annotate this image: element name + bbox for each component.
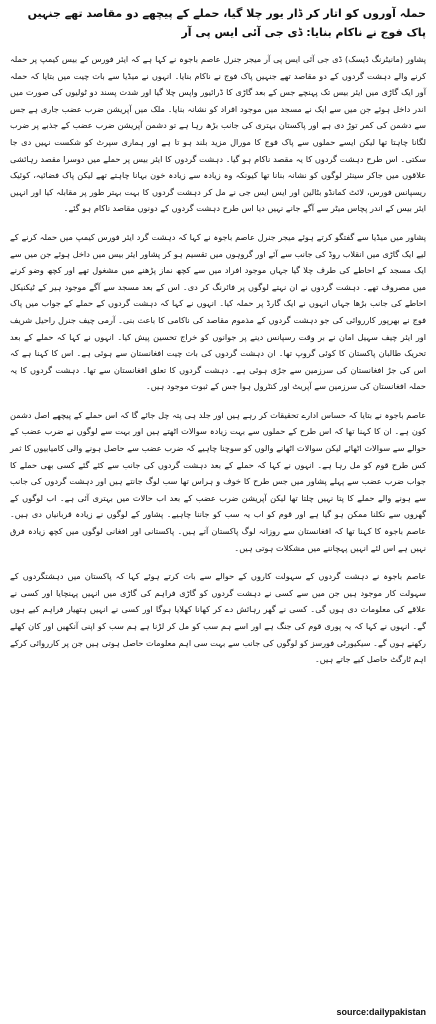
article-paragraph-1: پشاور (مانیٹرنگ ڈیسک) ڈی جی آئی ایس پی آر میجر جنرل عاصم باجوہ نے کہا ہے کہ ایئر فورس کے بیس کیمپ پر حملہ کرنے والے دہشت گردوں کے دو مقاصد تھے جنہیں پاک فوج نے ناکام بنایا۔ انہوں نے میڈیا سے بات چیت میں بتایا کہ حملہ آور ایک گاڑی میں ایئر بیس تک پہنچے جس کے بعد گاڑی کا ڈرائیور واپس چلا گیا اور شدت پسند دو ٹولیوں کی صورت میں اندر داخل ہوئے جن میں سے ایک نے مسجد میں موجود افراد کو نشانہ بنایا۔ ملک میں آپریشن ضرب عضب جاری ہے جس سے دشمن کی کمر توڑ دی ہے اور پاکستان بہتری کی جانب بڑھ رہا ہے تو دشمن آپریشن ضرب عضب کے جذبے پر ضرب لگانا چاہتا تھا لیکن ایسے حملوں سے پاک فوج کا مورال مزید بلند ہو تا ہے اور ہماری سپرٹ کو شکست نہیں دی جا سکتی۔ اس طرح دہشت گردوں کا یہ مقصد ناکام ہو گیا۔ دہشت گردوں کا ایئر بیس پر حملے میں دوسرا مقصد رہائشی علاقوں میں جاکر سینئر لوگوں کو نشانہ بنانا تھا کیونکہ وہ زیادہ سے زیادہ خون بہانا چاہتے تھے لیکن پاک فضائیہ، کوئیک ریسپانس فورس، لائٹ کمانڈو بٹالین اور ایس ایس جی نے مل کر دہشت گردوں کا بہت بہتر طور پر مقابلہ کیا اور انہیں ایئر بیس کے اندر پچاس میٹر سے آگے جانے نہیں دیا اس طرح دہشت گردوں کے دونوں مقاصد ناکام ہو گئے۔: [10, 54, 426, 214]
article-paragraph-4: عاصم باجوہ نے دہشت گردوں کے سہولت کاروں کے حوالے سے بات کرتے ہوئے کہا کہ پاکستان میں دہشتگردوں کے سہولت کار موجود ہیں جن میں سے کسی نے دہشت گردوں کو گاڑی فراہم کی گاڑی میں انہیں پہنچایا اور کسی نے علاقے کی معلومات دی ہوں گی۔ کسی نے گھر رہائش دے کر کھانا کھلایا ہوگا اور کسی نے انہیں ہتھیار فراہم کیے ہوں گے۔ انہوں نے کہا کہ یہ پوری قوم کی جنگ ہے اور اسے ہم سب کو مل کر لڑنا ہے ہم سب کو اپنی آنکھیں اور کان کھلے رکھنے ہوں گے۔ سیکیورٹی فورسز کو لوگوں کی جانب سے بہت سی اہم معلومات حاصل ہوتی ہیں جن پر کارروائی کرکے اہم ٹارگٹ حاصل کیے جاتے ہیں۔: [10, 571, 426, 665]
article-paragraph-3: عاصم باجوہ نے بتایا کہ حساس ادارے تحقیقات کر رہے ہیں اور جلد ہی پتہ چل جائے گا کہ اس حملے کے پیچھے اصل دشمن کون ہے۔ ان کا کہنا تھا کہ اس طرح کے حملوں سے بہت زیادہ سوالات اٹھتے ہیں اور بہت سے لوگوں نے ضرب عضب کے حوالے سے سوالات اٹھائے لیکن سوالات اٹھانے والوں کو سوچنا چاہیے کہ ضرب عضب سے حاصل ہونے والی کامیابیوں کا ثمر کس طرح قوم کو مل رہا ہے۔ انہوں نے کہا کہ حملے کے بعد دہشت گردوں کی جانب سے کئے گئے کسی بھی حملے کا جواب ضرب عضب سے پہلے پشاور میں جس طرح کا خوف و ہراس تھا سب لوگ جانتے ہیں اور دہشت گردوں کی جانب سے ہونے والے حملے کا پتا نہیں چلتا تھا لیکن آپریشن ضرب عضب کے بعد اب حالات میں بہتری آئی ہے۔ اب لوگوں کے گھروں سے نکلنا ممکن ہو گیا ہے اور قوم کو اب یہ سب کو جاننا چاہیے۔ پشاور کے لوگوں نے زیادہ قربانیاں دی ہیں۔ عاصم باجوہ کا کہنا تھا کہ افغانستان سے روزانہ لوگ پاکستان آتے ہیں۔ پاکستانی اور افغانی لوگوں میں کچھ زیادہ فرق نہیں ہے اس لئے انہیں پہچاننے میں مشکلات ہوتی ہیں۔: [10, 409, 426, 553]
article-paragraph-2: پشاور میں میڈیا سے گفتگو کرتے ہوئے میجر جنرل عاصم باجوہ نے کہا کہ دہشت گرد ایئر فورس کیمپ میں حملہ کرنے کے لیے ایک گاڑی میں انقلاب روڈ کی جانب سے آئے اور گروہوں میں تقسیم ہو کر پشاور ایئر بیس میں داخل ہوئے جن میں سے ایک مسجد کے احاطے کی طرف چلا گیا جہاں موجود افراد میں سے کچھ نماز پڑھنے میں مشغول تھے اور کچھ وضو کرنے میں مصروف تھے۔ دہشت گردوں نے ان نہتے لوگوں پر فائرنگ کر دی۔ اس کے بعد مسجد سے آگے موجود ہیر کے ٹیکنیکل احاطے کی جانب بڑھا جہاں انہوں نے ایک گارڈ پر حملہ کیا۔ انہوں نے کہا کہ دہشت گردوں کے حملے کے جواب میں پاک فوج نے بھرپور کارروائی کی جو دہشت گردوں کے مذموم مقاصد کی ناکامی کا باعث بنی۔ آرمی چیف جنرل راحیل شریف اور ایئر چیف سہیل امان نے بر وقت رسپانس دینے پر جوانوں کو خراج تحسین پیش کیا۔ انہوں نے کہا کہ حملے کے بعد تحریک طالبان پاکستان کا کوئی گروپ تھا۔ ان دہشت گردوں کی بات چیت افغانستان سے ہوئی ہے۔ اس کا کہنا ہے کہ اس کی جڑ افغانستان کی سرزمین سے جڑی ہوئی ہے۔ دہشت گردوں کا تعلق افغانستان سے تھا۔ دہشت گردوں کا یہ حملہ افغانستان کی سرزمین سے آپریٹ اور کنٹرول ہوا جس کے ثبوت موجود ہیں۔: [10, 231, 426, 392]
article-headline: حملہ آوروں کو اتار کر ڈار یور چلا گیا، حملے کے پیچھے دو مقاصد تھے جنہیں پاک فوج نے ناکام بنایا: ڈی جی آئی ایس پی آر: [27, 7, 426, 39]
source-credit: source:dailypakistan: [336, 1007, 426, 1017]
